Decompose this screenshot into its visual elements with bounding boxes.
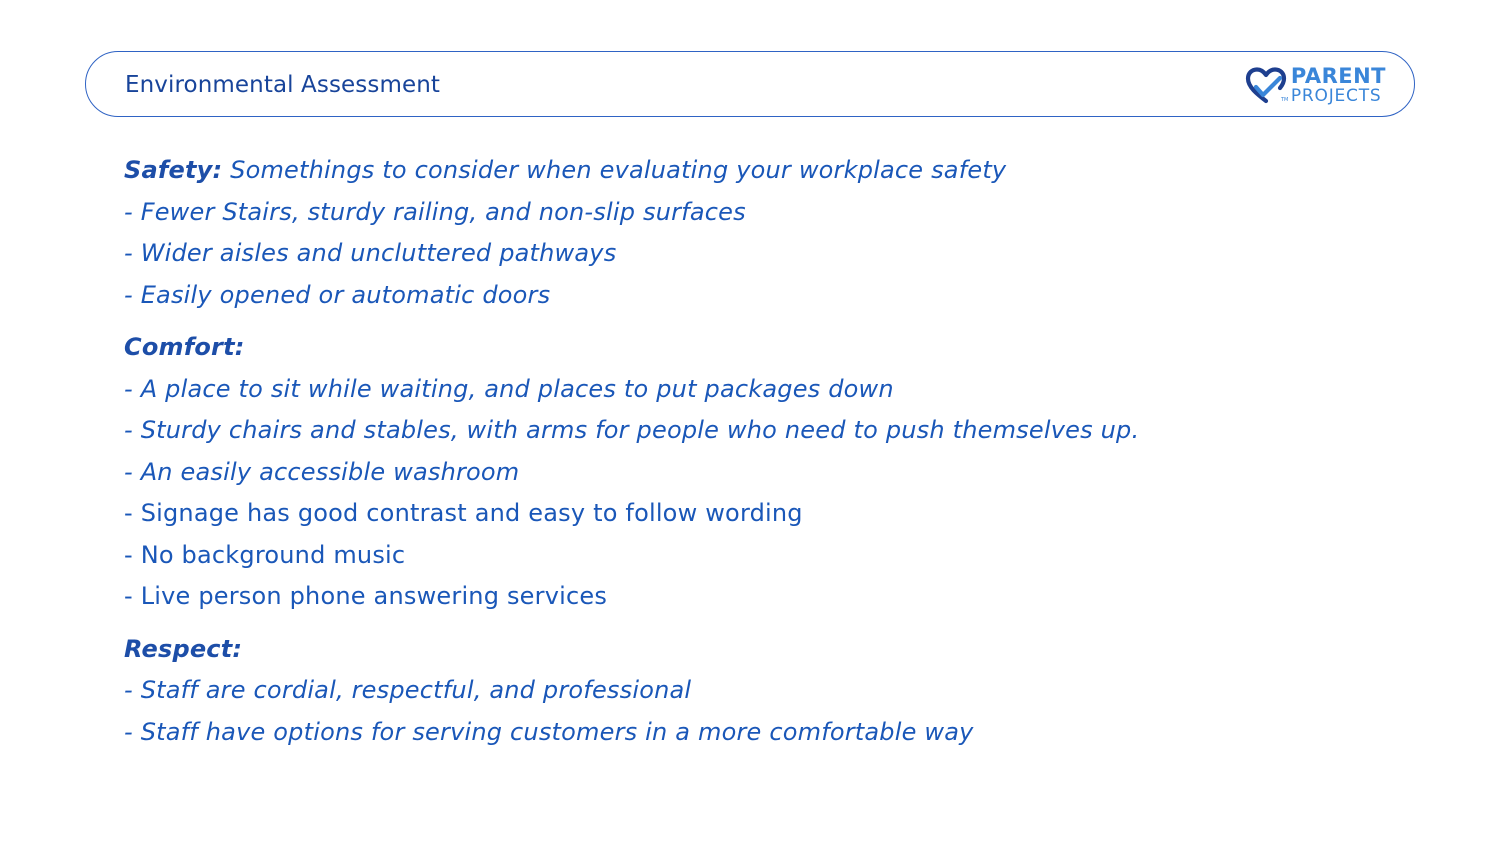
comfort-heading-line [124, 327, 1424, 369]
logo-word-parent: PARENT [1290, 63, 1386, 88]
logo-text [1290, 63, 1386, 106]
heart-check-icon [1243, 65, 1289, 105]
list-item: - Easily opened or automatic doors [124, 280, 551, 309]
list-item: - Live person phone answering services [124, 582, 608, 610]
slide-content [124, 150, 1424, 753]
respect-section [124, 629, 1424, 754]
comfort-section [124, 327, 1424, 618]
trademark-mark: TM [1280, 97, 1289, 103]
list-item: - Staff are cordial, respectful, and professional [124, 676, 692, 704]
safety-section [124, 150, 1424, 316]
list-item: - A place to sit while waiting, and places to put packages down [124, 374, 894, 403]
safety-heading: Safety: [124, 156, 223, 184]
safety-heading-line [124, 150, 1424, 192]
logo-word-projects: PROJECTS [1290, 85, 1382, 106]
list-item: - Wider aisles and uncluttered pathways [124, 239, 617, 267]
page-title: Environmental Assessment [125, 72, 441, 98]
respect-heading: Respect: [124, 634, 243, 663]
comfort-heading: Comfort: [124, 333, 245, 361]
respect-heading-line [124, 629, 1424, 671]
parent-projects-logo [1243, 63, 1386, 107]
header-bar [85, 51, 1415, 117]
list-item: - Sturdy chairs and stables, with arms for people who need to push themselves up. [124, 416, 1140, 444]
safety-intro: Somethings to consider when evaluating your workplace safety [222, 156, 1007, 184]
list-item: - Signage has good contrast and easy to follow wording [124, 499, 803, 527]
list-item: - An easily accessible washroom [124, 457, 520, 486]
list-item: - Staff have options for serving customers in a more comfortable way [124, 717, 974, 746]
list-item: - Fewer Stairs, sturdy railing, and non-slip surfaces [124, 197, 746, 226]
list-item: - No background music [124, 540, 406, 569]
